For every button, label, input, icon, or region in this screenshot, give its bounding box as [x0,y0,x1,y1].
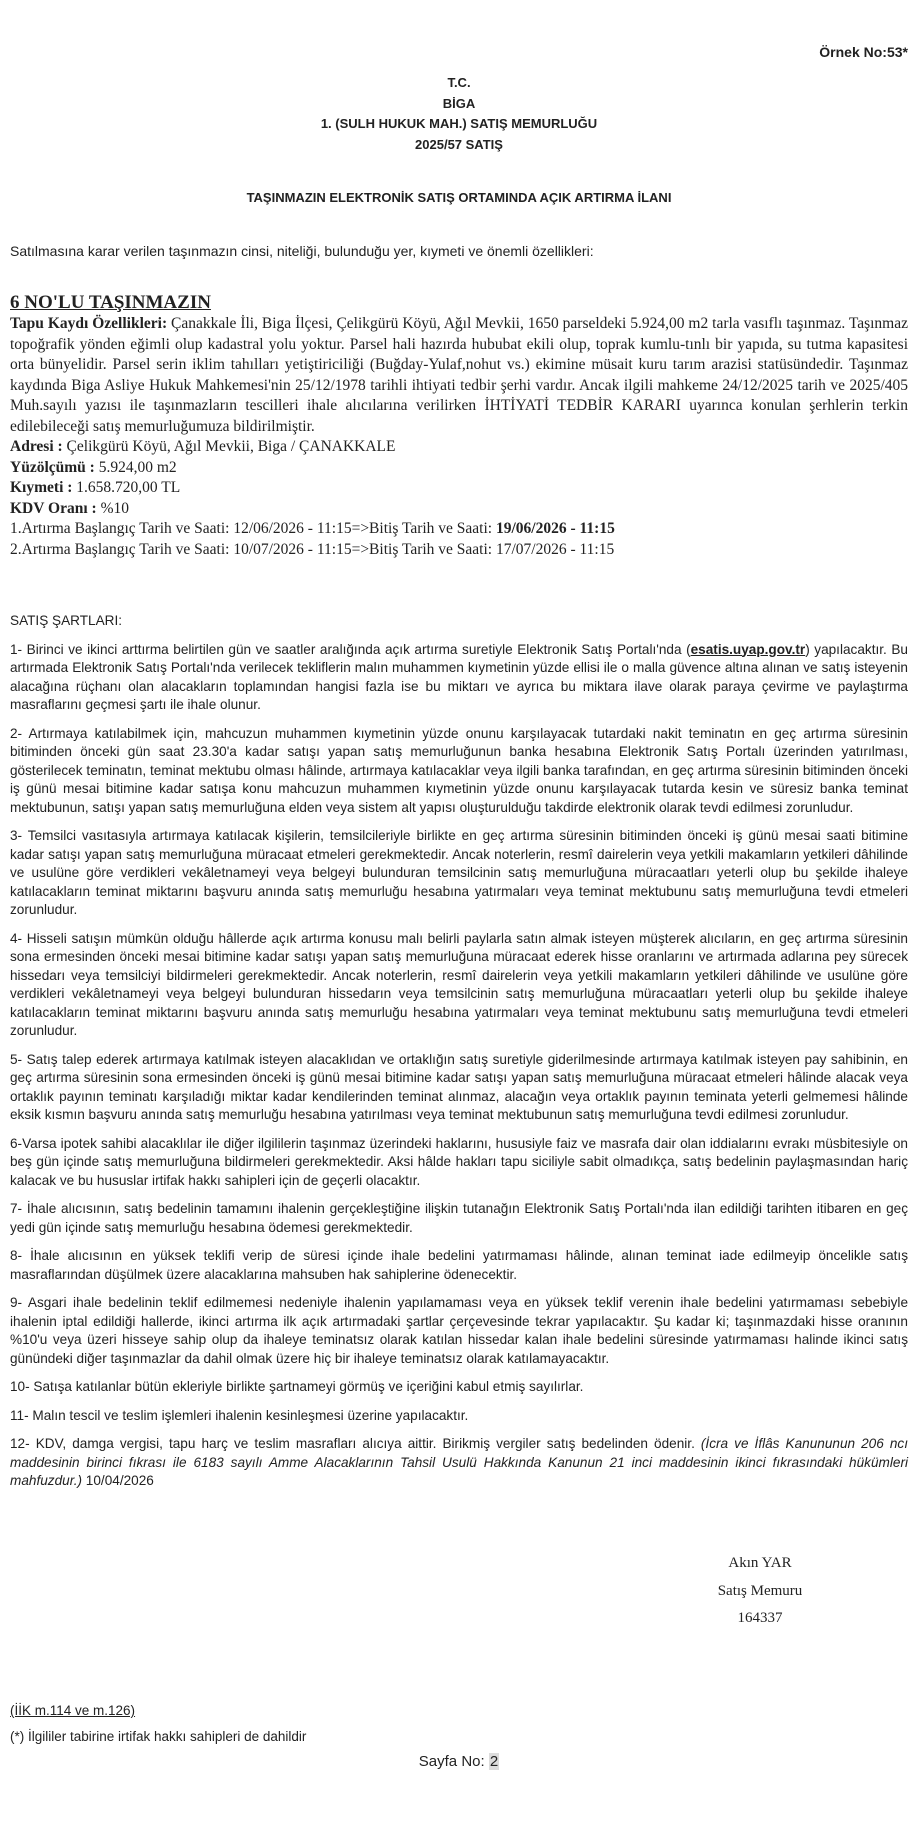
auction-2-dates: 2.Artırma Başlangıç Tarih ve Saati: 10/07/2026 - 11:15=>Bitiş Tarih ve Saati: 17/07/2026 - 11:15 [10,540,615,558]
term-11: 11- Malın tescil ve teslim işlemleri ihalenin kesinleşmesi üzerine yapılacaktır. [10,1407,469,1423]
property-value [10,478,908,499]
term-7: 7- İhale alıcısının, satış bedelinin tamamını ihalenin gerçekleştiğine ilişkin tutanağın Elektronik Satış Portalı'nda ilan edildiği tarihten itibaren en geç yedi gün içinde satış memurluğu hesabına ödemesi gerekmektedir. [10,1201,908,1235]
property-section [10,292,908,560]
esatis-link[interactable]: esatis.uyap.gov.tr [690,641,806,657]
header-city: BİGA [442,95,476,111]
document-header [10,73,908,155]
vat-value: %10 [96,499,129,517]
term-4: 4- Hisseli satışın mümkün olduğu hâllerde açık artırma konusu malı belirli paylarla satın almak isteyen müşterek alıcıların, en geç artırma süresinin sona ermesinden önceki mesai bitimine kadar satışı yapan satış memurluğuna müracaat ederek hisse oranlarını ve artırmada adlarına pey sürecek hissedarı veya temsilciyi bildirmeleri gerekmektedir. Ancak noterlerin, resmî dairelerin veya yetkili makamların yetkileri dâhilinde ve usulüne göre verdikleri vekâletnameyi veya belgeyi bulunduran hissedarın veya temsilcinin satış memurluğuna müracaatları yeterli olup bu şekilde ihaleye katılacakların teminat miktarını başvuru anında satış memurluğu hesabına yatırmaları veya teminat mektubunu satış memurluğuna tevdi etmeleri zorunludur. [10,930,908,1038]
address-value: Çelikgürü Köyü, Ağıl Mevkii, Biga / ÇANAKKALE [62,438,396,455]
page-number [10,1753,908,1770]
document-page [10,0,908,1833]
officer-id: 164337 [737,1610,783,1626]
auction-1-end: 19/06/2026 - 11:15 [495,520,615,537]
value-label: Kıymeti : [10,479,73,496]
property-features [10,314,908,437]
term-5: 5- Satış talep ederek artırmaya katılmak isteyen alacaklıdan ve ortaklığın satış suretiyle giderilmesinde artırmaya katılmak isteyen pay sahibinin, en geç artırma süresinin sona ermesinden önceki iş günü mesai bitimine kadar satışı yapan satış memurluğuna müracaat etmeleri hâlinde alacak veya ortaklık payının teminatı karşıladığı miktar kadar kendilerinden teminat alınmaz, alacağın veya ortaklık payının teminata yeterli gelmemesi hâlinde eksik kısmın başvuru anında satış memurluğu hesabına yatırılması veya teminat mektubunun satış memurluğuna tevdi edilmesi zorunludur. [10,1051,908,1122]
term-12 [10,1435,908,1491]
area-value: 5.924,00 m2 [94,458,177,476]
sample-number: Örnek No:53* [819,44,908,60]
term-1 [10,641,908,715]
property-vat [10,499,908,520]
footnote: (*) İlgililer tabirine irtifak hakkı sahipleri de dahildir [10,1729,307,1744]
term-10: 10- Satışa katılanlar bütün ekleriyle birlikte şartnameyi görmüş ve içeriğini kabul etmiş sayılırlar. [10,1379,584,1394]
intro-text: Satılmasına karar verilen taşınmazın cinsi, niteliği, bulunduğu yer, kıymeti ve önemli özellikleri: [10,243,594,259]
sale-terms [10,612,908,1501]
term-12-legal-note: (İcra ve İflâs Kanununun 206 ncı maddesinin birinci fıkrası ile 6183 sayılı Amme Alacaklarının Tahsil Usulü Hakkında Kanunun 21 inci maddesinin ikinci fıkrasındaki hükümleri mahfuzdur.) [10,1436,908,1488]
property-title: 6 NO'LU TAŞINMAZIN [10,292,211,313]
term-9: 9- Asgari ihale bedelinin teklif edilmemesi nedeniyle ihalenin yapılamaması veya en yüksek teklif verenin ihale bedelini yatırmaması sebebiyle ihalenin iptal edildiği hallerde, ikinci artırma ilk açık artırmadaki şartlar çerçevesinde tekrar yapılacaktır. Şu kadar ki; taşınmazdaki hisse oranının %10'u veya üzeri hisseye sahip olup da ihaleye teminatsız olarak katılan hissedar kalan ihale bedelini süresinde yatırmaması halinde ikinci satış günündeki diğer taşınmazlar da dahil olmak üzere hiç bir ihaleye teminatsız olarak katılamayacaktır. [10,1295,908,1366]
term-2: 2- Artırmaya katılabilmek için, mahcuzun muhammen kıymetinin yüzde onunu karşılayacak tutardaki nakit teminatın en geç artırma süresinin bitiminden önceki gün saat 23.30'a kadar satışı yapan satış memurluğunun banka hesabına Elektronik Satış Portalı üzerinden yatırılması, gösterilecek teminatın, teminat mektubu olması hâlinde, artırmaya katılacaklar veya ilgili banka tarafından, en geç artırma süresinin bitiminden önceki iş günü mesai bitimine kadar satışa konu mahcuzun muhammen kıymetinin yüzde onunu karşılayacak tutarda kesin ve süresiz banka teminat mektubunun, satışı yapan satış memurluğuna elden veya sistem alt yapısı oluşturulduğu takdirde elektronik olarak tevdi edilmesi zorunludur. [10,725,908,815]
announcement-date: 10/04/2026 [82,1473,154,1488]
term-1-text-a: 1- Birinci ve ikinci arttırma belirtilen gün ve saatler aralığında açık artırma suretiyle Elektronik Satış Portalı'nda ( [10,641,691,657]
officer-name: Akın YAR [728,1555,792,1571]
property-area [10,458,908,479]
announcement-title: TAŞINMAZIN ELEKTRONİK SATIŞ ORTAMINDA AÇIK ARTIRMA İLANI [246,190,672,205]
footnote-reference-text: (İİK m.114 ve m.126) [10,1703,136,1718]
signature-block [650,1550,870,1633]
auction-1-dates [10,519,908,540]
term-3: 3- Temsilci vasıtasıyla artırmaya katılacak kişilerin, temsilcileriyle birlikte en geç artırma süresinin bitiminden önceki iş günü mesai saati bitimine kadar satışı yapan satış memurluğuna müracaat etmeleri gerekmektedir. Ancak noterlerin, resmî dairelerin veya yetkili makamların yetkileri dâhilinde ve usulüne göre verdikleri vekâletnameyi veya belgeyi bulunduran temsilcinin satış memurluğuna müracaatları yeterli olup bu şekilde ihaleye katılacakların teminat miktarını başvuru anında satış memurluğu hesabına yatırmaları veya teminat mektubunu satış memurluğuna tevdi etmeleri zorunludur. [10,828,908,917]
features-text: Çanakkale İli, Biga İlçesi, Çelikgürü Köyü, Ağıl Mevkii, 1650 parseldeki 5.924,00 m2 tarla vasıflı taşınmaz. Taşınmaz topoğrafik yönden eğimli olup kadastral yolu yoktur. Parsel hali hazırda hububat ekili olup, toprak kumlu-tınlı bir yapıda, su tutma kapasitesi orta bünyelidir. Parsel serin iklim tahılları yetiştiriciliği (Buğday-Yulaf,nohut vs.) ekimine müsait kuru tarım arazisi statüsündedir. Taşınmaz kaydında Biga Asliye Hukuk Mahkemesi'nin 25/12/1978 tarihli ihtiyati tedbir şerhi vardır. Ancak ilgili mahkeme 24/12/2025 tarih ve 2025/405 Muh.sayılı yazısı ile taşınmazların tescilleri ihale alıcılarına verilirken İHTİYATİ TEDBİR KARARI uyarınca konulan şerhlerin terkin edilebileceği satış memurluğumuza bildirilmiştir. [10,315,909,435]
term-12-text: 12- KDV, damga vergisi, tapu harç ve teslim masrafları alıcıya aittir. Birikmiş vergiler satış bedelinden ödenir. [10,1436,701,1451]
vat-label: KDV Oranı : [10,499,97,517]
page-number-value: 2 [489,1753,499,1770]
terms-title: SATIŞ ŞARTLARI: [10,613,123,628]
auction-1-text: 1.Artırma Başlangıç Tarih ve Saati: 12/06/2026 - 11:15=>Bitiş Tarih ve Saati: [10,520,496,537]
address-label: Adresi : [10,438,63,455]
property-address [10,437,908,458]
features-label: Tapu Kaydı Özellikleri: [10,315,168,332]
term-6: 6-Varsa ipotek sahibi alacaklılar ile diğer ilgililerin taşınmaz üzerindeki haklarını, hususiyle faiz ve masrafa dair olan iddialarını evrakı müsbitesiyle on beş gün içinde satış memurluğuna bildirmeleri gerekmektedir. Aksi hâlde hakları tapu siciliyle sabit olmadıkça, satış bedelinin paylaşmasından hariç kalacak ve bu hususlar irtifak hakkı sahipleri için de geçerli olacaktır. [10,1135,908,1188]
officer-title: Satış Memuru [717,1582,803,1599]
header-country: T.C. [447,75,471,90]
term-1-text-b: ) yapılacaktır. Bu artırmada Elektronik Satış Portalı'nda verilecek tekliflerin malın muhammen kıymetinin yüzde ellisi ile o malla güvence altına alınan ve satış isteyenin alacağına rüçhanı olan alacakların toplamından hangisi fazla ise bu miktarı ve ayrıca bu miktara ilave olarak paraya çevirme ve paylaştırma masraflarını geçmesi şartı ile ihale olunur. [10,641,908,712]
term-8: 8- İhale alıcısının en yüksek teklifi verip de süresi içinde ihale bedelini yatırmaması hâlinde, alınan teminat iade edilmeyip öncelikle satış masraflarından düşülmek üzere alacaklarına mahsuben hak sahiplerine ödenecektir. [10,1248,908,1282]
header-office: 1. (SULH HUKUK MAH.) SATIŞ MEMURLUĞU [320,116,598,131]
footnote-reference [10,1703,135,1718]
area-label: Yüzölçümü : [10,458,95,476]
page-label: Sayfa No: [418,1753,489,1770]
value-amount: 1.658.720,00 TL [72,479,181,496]
header-file-number: 2025/57 SATIŞ [415,136,503,152]
